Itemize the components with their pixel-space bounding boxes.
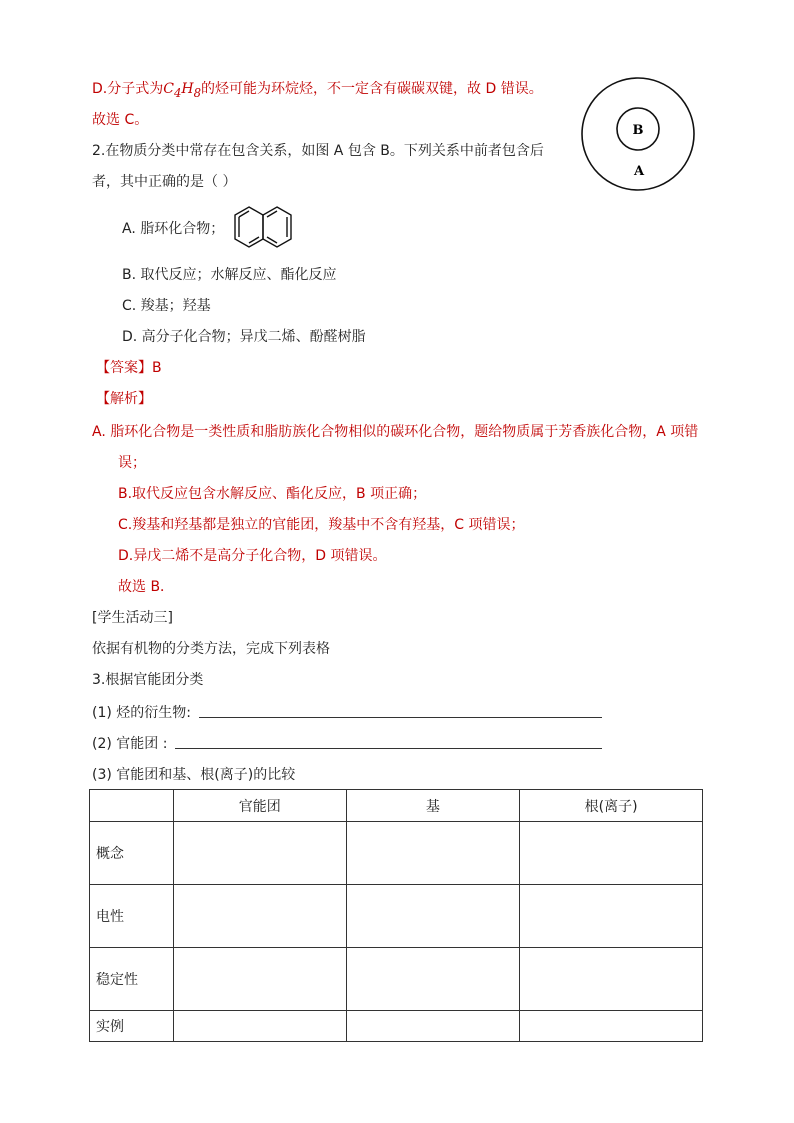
row-label: 稳定性: [90, 948, 174, 1011]
q1-d-suffix: 的烃可能为环烷烃，不一定含有碳碳双键，故 D 错误。: [201, 81, 543, 97]
header-cell: 官能团: [173, 790, 346, 822]
table-row: [90, 885, 703, 948]
answer-label: 【答案】: [96, 360, 152, 376]
formula-h-sub: 8: [193, 85, 202, 100]
formula: [163, 81, 202, 100]
table-cell[interactable]: [520, 1011, 703, 1042]
table-cell[interactable]: [346, 1011, 520, 1042]
item2-label: (2) 官能团 :: [92, 736, 168, 752]
table-cell[interactable]: [173, 885, 346, 948]
row-label: 实例: [90, 1011, 174, 1042]
formula-c-sub: 4: [173, 85, 182, 100]
q2-option-d: D. 高分子化合物；异戊二烯、酚醛树脂: [122, 329, 366, 345]
answer-line: [96, 358, 162, 378]
table-row: [90, 822, 703, 885]
analysis-label: 【解析】: [96, 391, 152, 407]
activity-instruction: 依据有机物的分类方法，完成下列表格: [92, 641, 330, 657]
item3-row: (3) 官能团和基、根(离子)的比较: [92, 767, 296, 783]
table-cell[interactable]: [520, 948, 703, 1011]
activity-section: 3.根据官能团分类: [92, 672, 204, 688]
formula-c: C: [163, 81, 174, 97]
analysis-conclusion: 故选 B．: [118, 579, 175, 595]
row-label: 电性: [90, 885, 174, 948]
header-cell: 基: [346, 790, 520, 822]
table-row: [90, 948, 703, 1011]
q1-d-prefix: D.分子式为: [92, 81, 164, 97]
q2-option-c: C. 羧基；羟基: [122, 298, 211, 314]
q1-option-d: [92, 79, 543, 103]
q2-option-b: B. 取代反应；水解反应、酯化反应: [122, 267, 337, 283]
formula-h: H: [181, 81, 194, 97]
table-cell[interactable]: [520, 822, 703, 885]
item2-row: [92, 734, 167, 754]
q2-option-a: A. 脂环化合物；: [122, 221, 225, 237]
header-cell-empty: [90, 790, 174, 822]
analysis-line-a: A. 脂环化合物是一类性质和脂肪族化合物相似的碳环化合物，题给物质属于芳香族化合物，A 项错: [92, 424, 699, 440]
q2-stem-line1: 2.在物质分类中常存在包含关系，如图 A 包含 B。下列关系中前者包含后: [92, 143, 544, 159]
analysis-line-d: D.异戊二烯不是高分子化合物，D 项错误。: [118, 548, 387, 564]
table-cell[interactable]: [173, 822, 346, 885]
comparison-table: [89, 789, 703, 1042]
inclusion-diagram: [578, 74, 698, 194]
row-label: 概念: [90, 822, 174, 885]
table-cell[interactable]: [346, 948, 520, 1011]
table-header-row: [90, 790, 703, 822]
q2-stem-line2: 者，其中正确的是（ ）: [92, 174, 237, 190]
answer-value: B: [152, 360, 162, 376]
q1-choice: 故选 C。: [92, 112, 149, 128]
analysis-line-a-cont: 误；: [118, 455, 146, 471]
item1-blank[interactable]: [199, 717, 602, 718]
table-cell[interactable]: [173, 1011, 346, 1042]
item1-label: (1) 烃的衍生物:: [92, 705, 191, 721]
table-cell[interactable]: [173, 948, 346, 1011]
table-row: [90, 1011, 703, 1042]
table-cell[interactable]: [346, 885, 520, 948]
table-cell[interactable]: [520, 885, 703, 948]
label-b: B: [632, 123, 644, 138]
table-cell[interactable]: [346, 822, 520, 885]
header-cell: 根(离子): [520, 790, 703, 822]
activity-title: [学生活动三]: [92, 610, 173, 626]
label-a: A: [633, 164, 645, 179]
analysis-line-c: C.羧基和羟基都是独立的官能团，羧基中不含有羟基，C 项错误；: [118, 517, 525, 533]
naphthalene-structure-icon: [230, 203, 300, 251]
item1-row: [92, 703, 191, 723]
analysis-line-b: B.取代反应包含水解反应、酯化反应，B 项正确；: [118, 486, 427, 502]
item2-blank[interactable]: [175, 748, 602, 749]
